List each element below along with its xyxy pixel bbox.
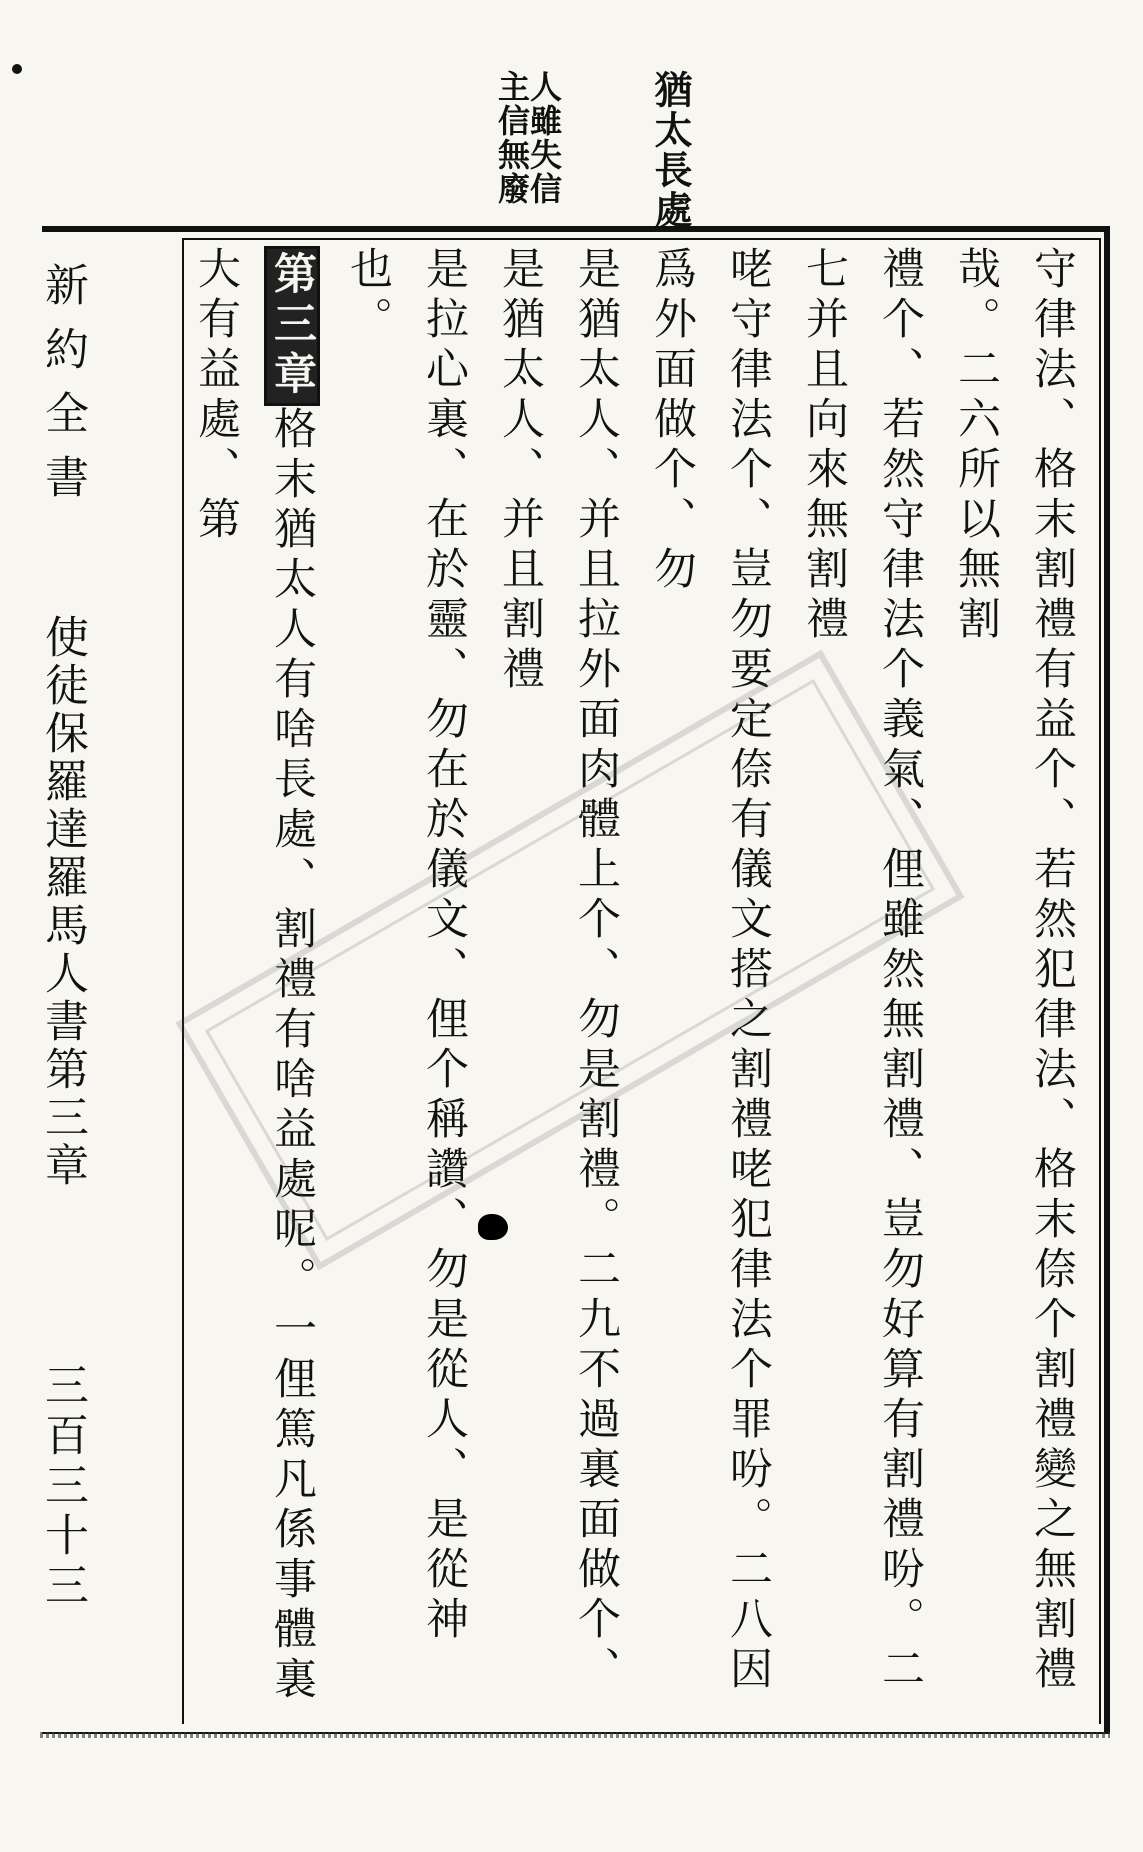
margin-note-line-1: 人雖失信 bbox=[525, 70, 563, 206]
text-column: 禮个、若然守律法个義氣、俚雖然無割禮、豈勿好算有割禮吩。二七并且向來無割禮 bbox=[799, 246, 925, 1696]
ink-speck bbox=[12, 64, 22, 74]
page-side-strip bbox=[37, 262, 100, 1732]
text-column-chapter bbox=[190, 246, 330, 1722]
running-chapter-title: 使徒保羅達羅馬人書第三章 bbox=[37, 614, 88, 1190]
margin-note-jews-advantage: 猶太長處 bbox=[648, 70, 693, 230]
text-column: 是猶太人、并且拉外面肉體上个、勿是割禮。二九不過裏面做个、是猶太人、并且割禮 bbox=[495, 246, 621, 1696]
margin-note-faithfulness bbox=[493, 70, 563, 206]
footer-rule bbox=[40, 1732, 1110, 1738]
book-title: 新約全書 bbox=[37, 262, 88, 518]
text-column: 咾守律法个、豈勿要定倷有儀文搭之割禮咾犯律法个罪吩。二八因爲外面做个、勿 bbox=[647, 246, 773, 1696]
margin-note-line-2: 主信無廢 bbox=[493, 70, 531, 206]
ink-blot bbox=[478, 1214, 508, 1240]
page-number: 三百三十三 bbox=[37, 1362, 88, 1612]
chapter-opening-text: 格末猶太人有啥長處、割禮有啥益處呢。一俚篤凡係事體裏大有益處、第 bbox=[191, 246, 317, 1706]
text-column: 守律法、格末割禮有益个、若然犯律法、格末倷个割禮變之無割禮哉。二六所以無割 bbox=[951, 246, 1077, 1696]
chapter-heading: 第三章 bbox=[264, 246, 320, 406]
text-column: 是拉心裏、在於靈、勿在於儀文、俚个稱讚、勿是從人、是從神也。 bbox=[343, 246, 469, 1646]
main-text bbox=[190, 246, 1090, 1722]
